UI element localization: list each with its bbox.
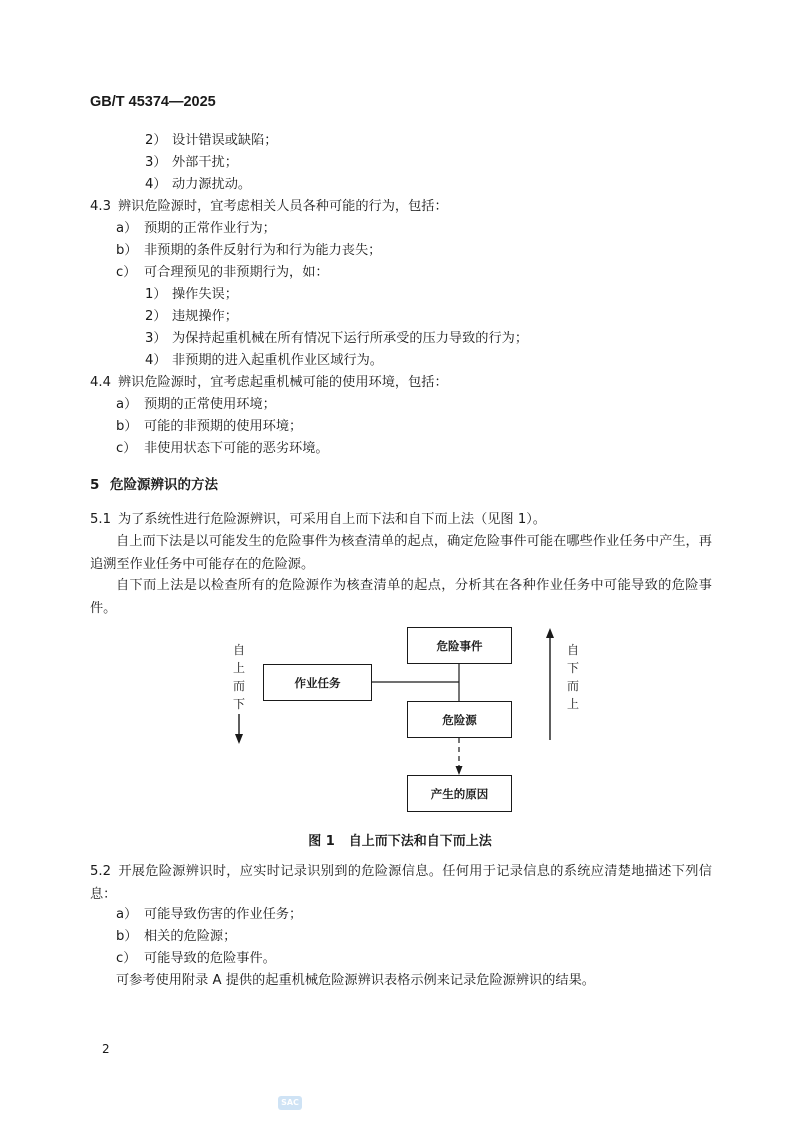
cause-arrowhead	[456, 766, 463, 775]
box-hazardous-event: 危险事件	[407, 627, 512, 664]
list-item: 4） 非预期的进入起重机作业区域行为。	[145, 353, 383, 368]
section-heading: 5 危险源辨识的方法	[90, 477, 218, 493]
list-item: a） 可能导致伤害的作业任务；	[116, 907, 303, 922]
list-item: c） 可能导致的危险事件。	[116, 951, 276, 966]
list-item: c） 非使用状态下可能的恶劣环境。	[116, 441, 329, 456]
list-item: 2） 违规操作；	[145, 309, 238, 324]
box-cause: 产生的原因	[407, 775, 512, 812]
list-item: b） 非预期的条件反射行为和行为能力丧失；	[116, 243, 382, 258]
paragraph-top-down: 自上而下法是以可能发生的危险事件为核查清单的起点，确定危险事件可能在哪些作业任务中产生，再追溯至作业任务中可能存在的危险源。	[90, 534, 712, 572]
box-work-task: 作业任务	[263, 664, 372, 701]
list-item: a） 预期的正常使用环境；	[116, 397, 276, 412]
closing-paragraph: 可参考使用附录 A 提供的起重机械危险源辨识表格示例来记录危险源辨识的结果。	[116, 973, 595, 988]
page-number: 2	[102, 1042, 110, 1056]
top-down-label: 自上而下	[232, 643, 245, 711]
clause-5-2: 5.2 开展危险源辨识时，应实时记录识别到的危险源信息。任何用于记录信息的系统应清楚地描述下列信息：	[90, 864, 712, 902]
list-item: 2） 设计错误或缺陷；	[145, 133, 278, 148]
list-item: b） 相关的危险源；	[116, 929, 237, 944]
list-item: c） 可合理预见的非预期行为，如：	[116, 265, 329, 280]
bottom-up-arrowhead	[546, 628, 554, 638]
figure-caption: 图 1 自上而下法和自下而上法	[308, 834, 492, 849]
watermark-logo: SAC	[278, 1096, 302, 1110]
clause-4-4: 4.4 辨识危险源时，宜考虑起重机械可能的使用环境，包括：	[90, 375, 448, 390]
document-header: GB/T 45374—2025	[90, 94, 216, 110]
clause-5-1: 5.1 为了系统性进行危险源辨识，可采用自上而下法和自下而上法（见图 1）。	[90, 512, 546, 527]
list-item: 3） 为保持起重机械在所有情况下运行所承受的压力导致的行为；	[145, 331, 529, 346]
clause-4-3: 4.3 辨识危险源时，宜考虑相关人员各种可能的行为，包括：	[90, 199, 448, 214]
list-item: 1） 操作失误；	[145, 287, 238, 302]
list-item: a） 预期的正常作业行为；	[116, 221, 276, 236]
list-item: 3） 外部干扰；	[145, 155, 238, 170]
box-hazard: 危险源	[407, 701, 512, 738]
top-down-arrowhead	[235, 734, 243, 744]
bottom-up-label: 自下而上	[566, 643, 579, 711]
list-item: b） 可能的非预期的使用环境；	[116, 419, 303, 434]
list-item: 4） 动力源扰动。	[145, 177, 252, 192]
paragraph-bottom-up: 自下而上法是以检查所有的危险源作为核查清单的起点，分析其在各种作业任务中可能导致的危险事件。	[90, 578, 712, 616]
